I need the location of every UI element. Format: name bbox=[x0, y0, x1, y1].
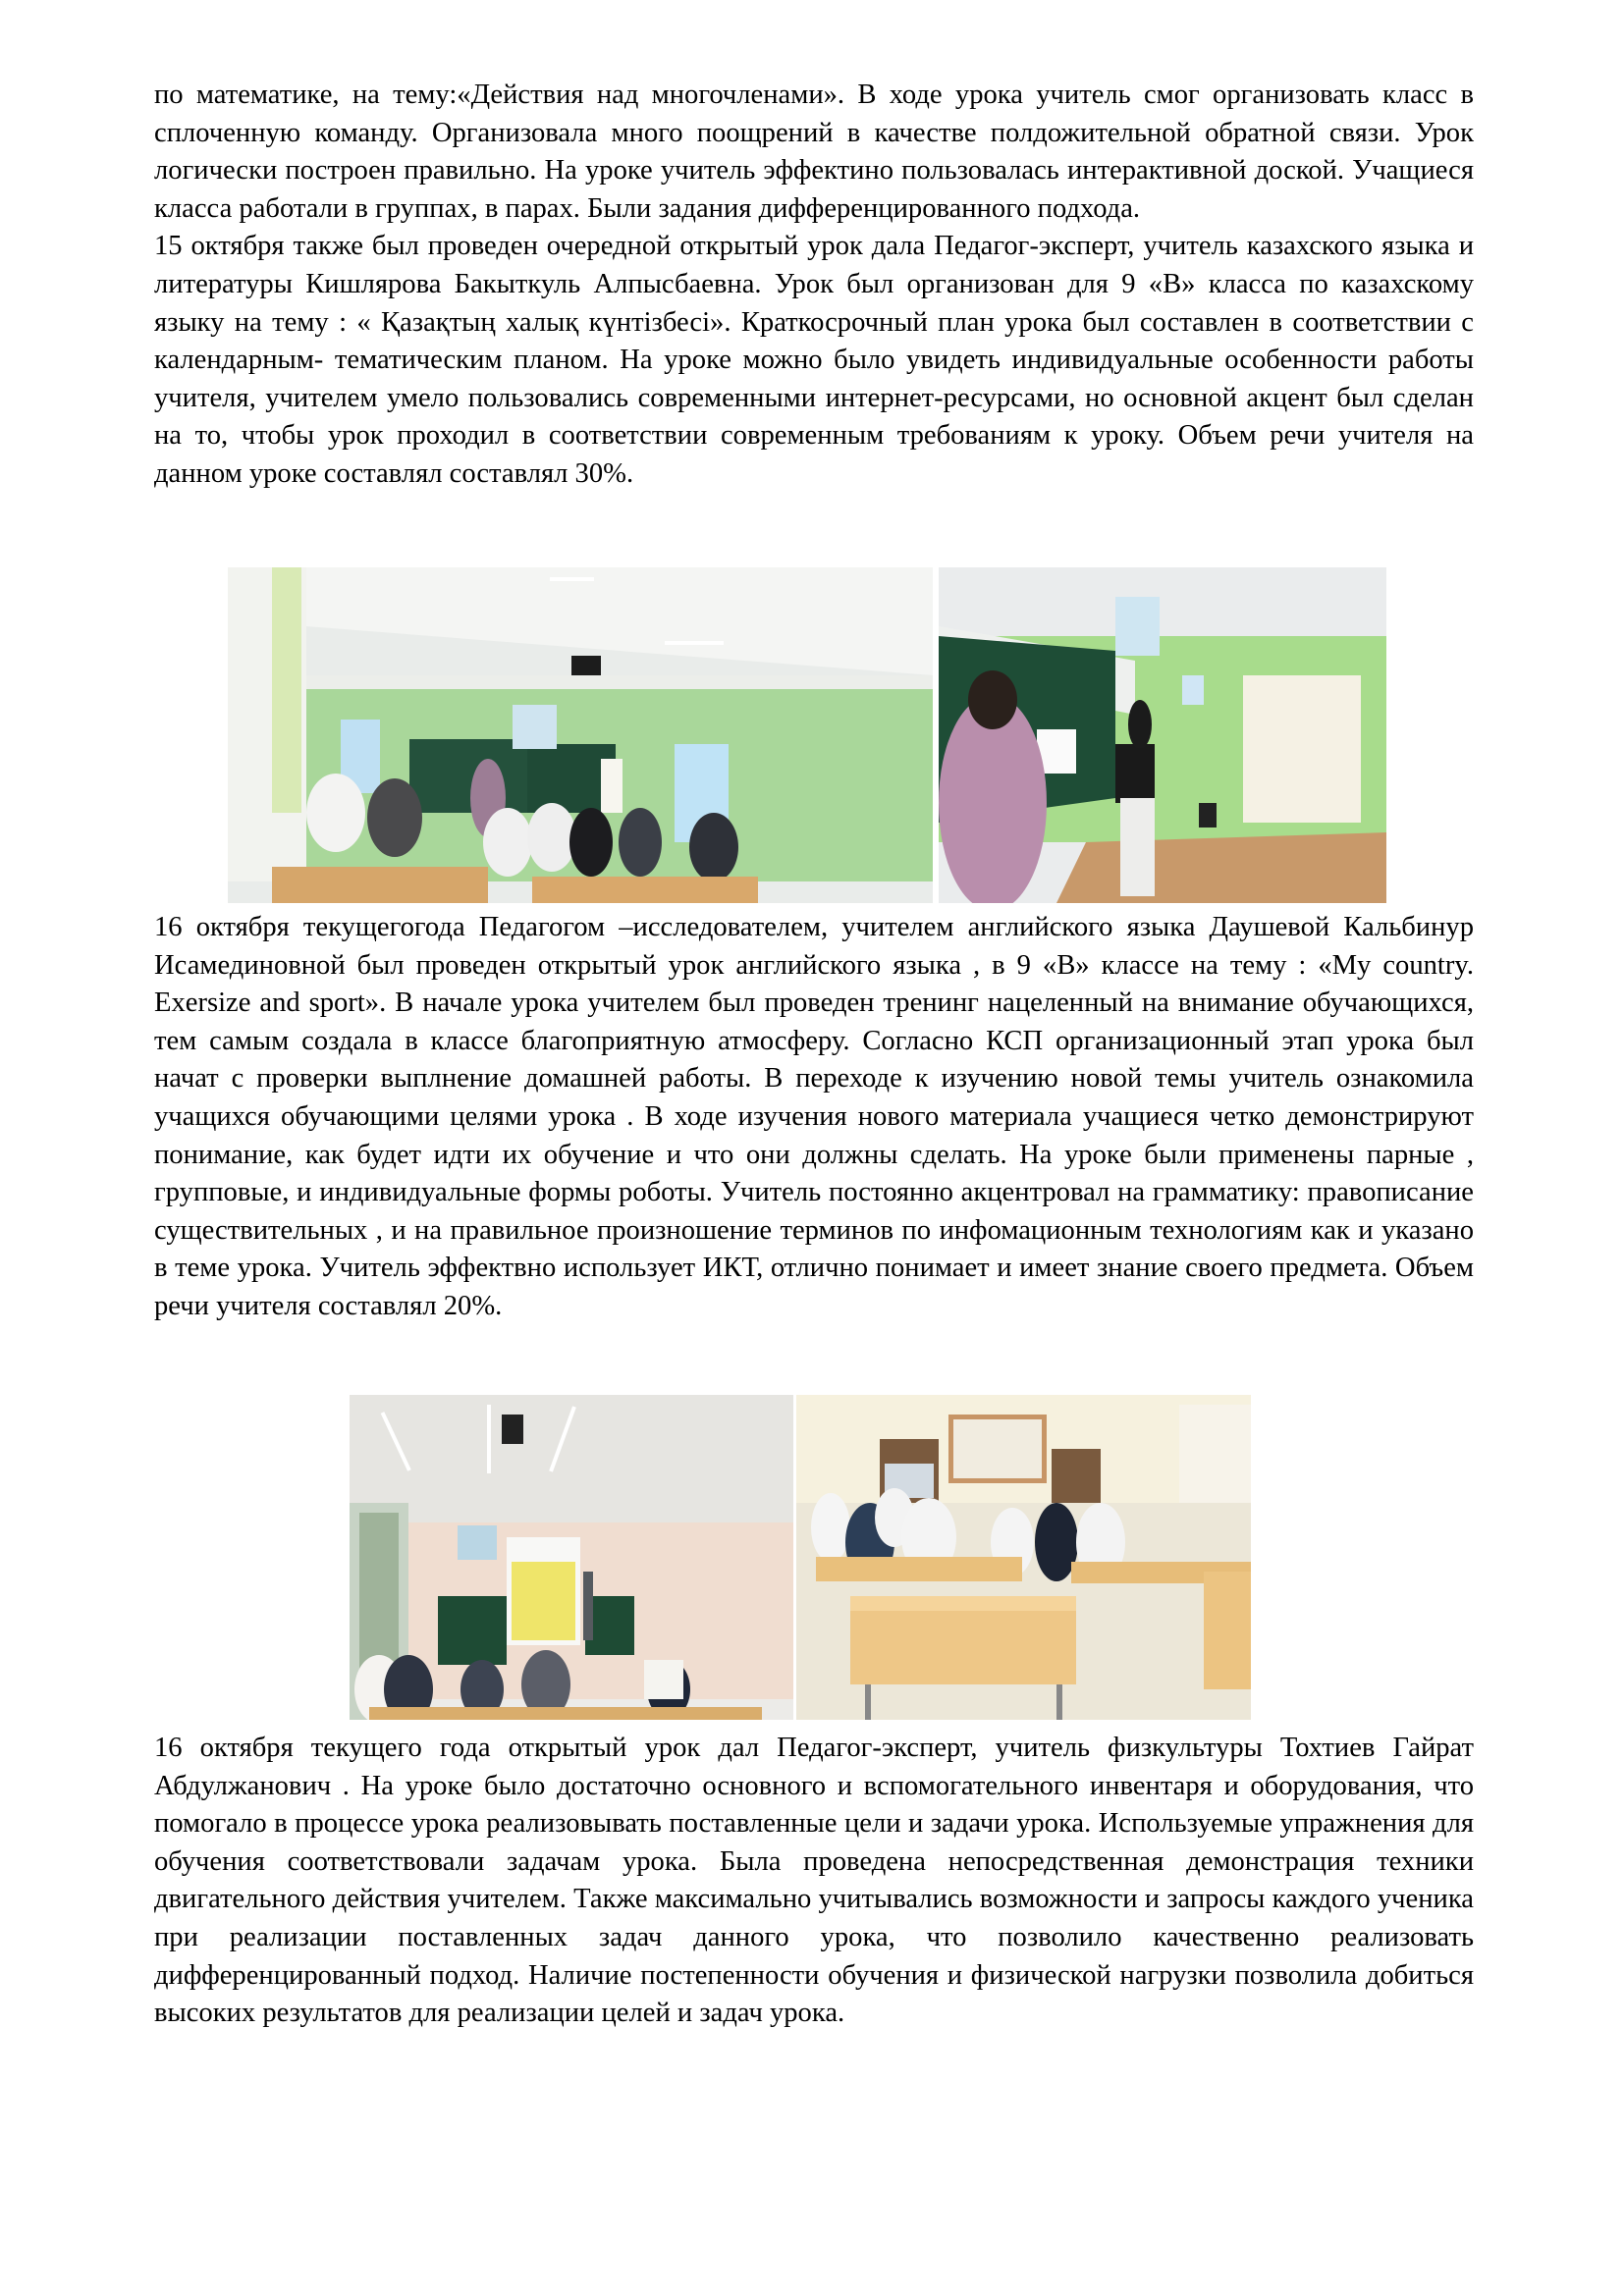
paragraph-math-lesson: по математике, на тему:«Действия над многочленами». В ходе урока учитель смог организовать класс в сплоченную команду. Организовала много поощрений в качестве полдожительной обратной связи. Урок логически построен правильно. На уроке учитель эффектино пользовалась интерактивной доской. Учащиеся класса работали в группах, в парах. Были задания дифференцированного подхода. bbox=[154, 80, 1474, 224]
document-page-middle bbox=[154, 909, 1474, 1326]
paragraph-pe-lesson: 16 октября текущего года открытый урок дал Педагог-эксперт, учитель физкультуры Тохтиев Гайрат Абдулжанович . На уроке было достаточно основного и вспомогательного инвентаря и оборудования, что помогало в процессе урока реализовывать поставленные цели и задачи урока. Используемые упражнения для обучения соответствовали задачам урока. Была проведена непосредственная демонстрация техники двигательного действия учителем. Также максимально учитывались возможности и запросы каждого ученика при реализации поставленных задач данного урока, что позволило качественно реализовать дифференцированный подход. Наличие постепенности обучения и физической нагрузки позволила добиться высоких результатов для реализации целей и задач урока. bbox=[154, 1733, 1474, 2029]
document-page bbox=[154, 77, 1474, 494]
document-page-bottom bbox=[154, 1730, 1474, 2033]
paragraph-english-lesson: 16 октября текущегогода Педагогом –исследователем, учителем английского языка Даушевой Кальбинур Исамединовной был проведен открытый урок английского языка , в 9 «В» классе на тему : «My country. Exersize and sport». В начале урока учителем был проведен тренинг нацеленный на внимание обучающихся, тем самым создала в классе благоприятную атмосферу. Согласно КСП организационный этап урока был начат с проверки выплнение домашней работы. В переходе к изучению новой темы учитель ознакомила учащихся обучающими целями урока . В ходе изучения нового материала учащиеся четко демонстрируют понимание, как будет идти их обучение и что они должны сделать. На уроке были применены парные , групповые, и индивидуальные формы роботы. Учитель постоянно акцентровал на грамматику: правописание существительных , и на правильное произношение терминов по инфомационным технологиям как и указано в теме урока. Учитель эффектвно использует ИКТ, отлично понимает и имеет знание своего предмета. Объем речи учителя составлял 20%. bbox=[154, 912, 1474, 1321]
paragraph-kazakh-lesson: 15 октября также был проведен очередной открытый урок дала Педагог-эксперт, учитель казахского языка и литературы Кишлярова Бакыткуль Алпысбаевна. Урок был организован для 9 «В» класса по казахскому языку на тему : « Қазақтың халық күнтізбесі». Краткосрочный план урока был составлен в соответствии с календарным- тематическим планом. На уроке можно было увидеть индивидуальные особенности работы учителя, учителем умело пользовались современными интернет-ресурсами, но основной акцент был сделан на то, чтобы урок проходил в соответствии современным требованиям к уроку. Объем речи учителя на данном уроке составлял составлял 30%. bbox=[154, 231, 1474, 489]
photo-presentation-classroom bbox=[350, 1395, 793, 1720]
photo-students-writing bbox=[796, 1395, 1251, 1720]
photo-classroom-group-work bbox=[228, 567, 933, 903]
photo-student-at-chalkboard bbox=[939, 567, 1386, 903]
